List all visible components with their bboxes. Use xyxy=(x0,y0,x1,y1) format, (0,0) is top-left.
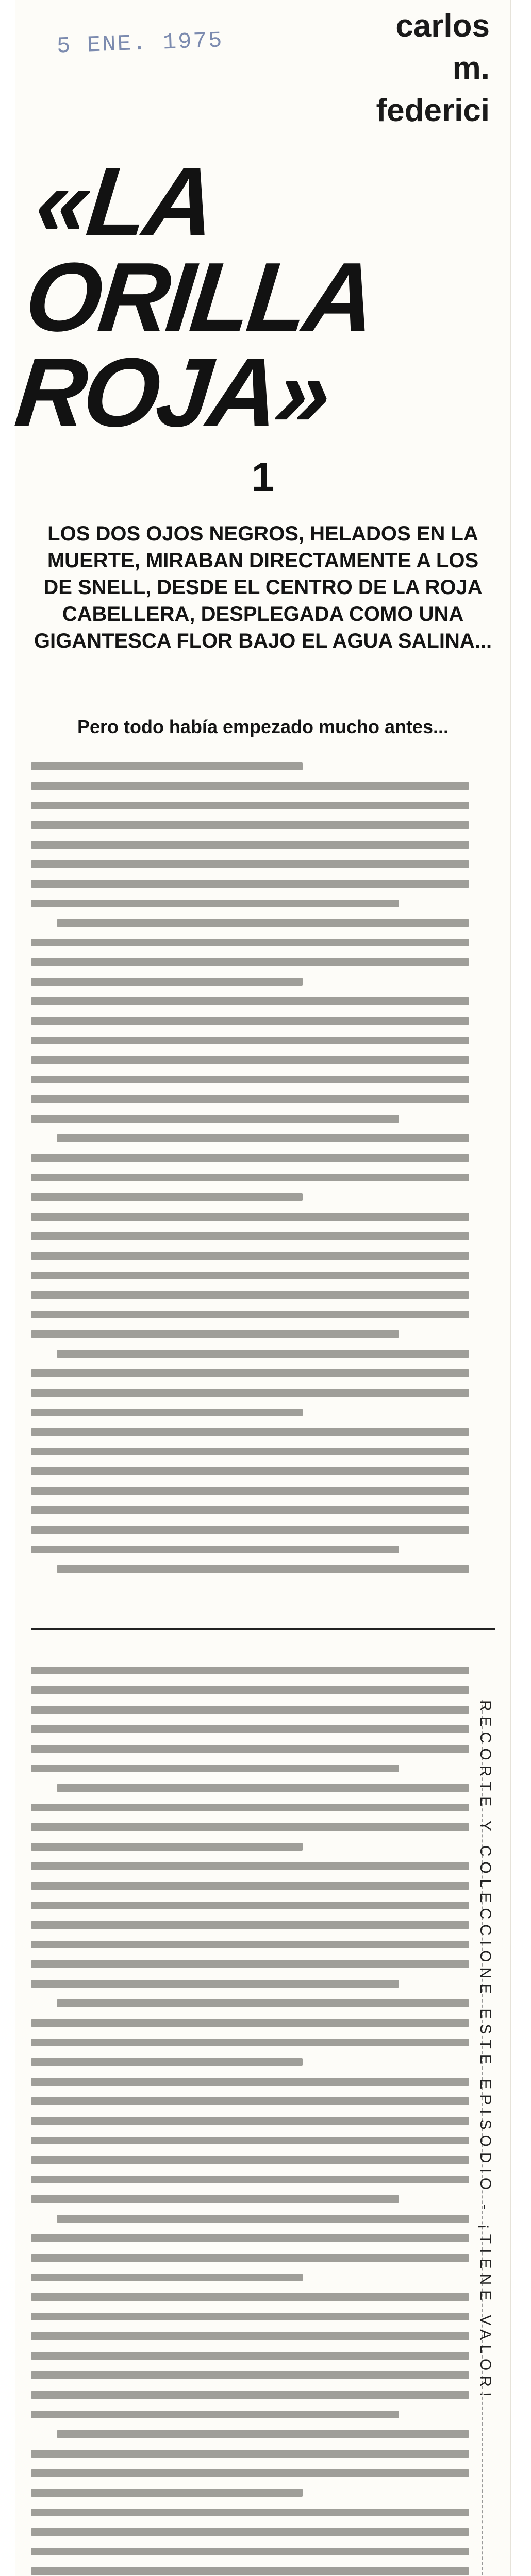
body-text-lines xyxy=(31,1667,469,2576)
text-line xyxy=(31,1745,469,1753)
section-divider xyxy=(31,1628,495,1630)
text-line xyxy=(31,782,469,790)
text-line xyxy=(31,2058,303,2066)
text-line xyxy=(31,958,469,966)
text-line xyxy=(31,1095,469,1103)
text-line xyxy=(31,2313,469,2320)
body-text-part-2 xyxy=(31,1667,469,2576)
text-line xyxy=(31,1823,469,1831)
text-line xyxy=(31,1960,469,1968)
text-line xyxy=(31,762,303,770)
text-line xyxy=(31,2274,303,2281)
text-line xyxy=(31,1941,469,1948)
text-line xyxy=(31,2117,469,2125)
text-line xyxy=(31,2176,469,2183)
text-line xyxy=(31,880,469,888)
text-line xyxy=(57,919,469,927)
text-line xyxy=(31,2078,469,2086)
text-line xyxy=(57,1784,469,1792)
text-line xyxy=(57,2430,469,2438)
text-line xyxy=(57,2215,469,2223)
text-line xyxy=(31,1037,469,1044)
text-line xyxy=(31,2039,469,2046)
text-line xyxy=(31,1902,469,1909)
newspaper-clipping xyxy=(10,0,510,2576)
clip-and-save-sidebar xyxy=(468,1700,499,2576)
text-line xyxy=(31,900,399,907)
text-line xyxy=(31,2469,469,2477)
text-line xyxy=(31,1467,469,1475)
text-line xyxy=(31,1506,469,1514)
text-line xyxy=(31,1765,399,1772)
text-line xyxy=(31,2234,469,2242)
body-text-lines xyxy=(31,762,469,1592)
text-line xyxy=(31,2156,469,2164)
text-line xyxy=(31,1843,303,1851)
text-line xyxy=(31,821,469,829)
story-title xyxy=(10,147,495,447)
text-line xyxy=(31,1330,399,1338)
text-line xyxy=(31,1526,469,1534)
title-line-3: ROJA» xyxy=(10,338,334,447)
subheading: Pero todo había empezado mucho antes... xyxy=(77,716,449,737)
text-line xyxy=(31,2548,469,2555)
text-line xyxy=(31,1862,469,1870)
text-line xyxy=(31,1369,469,1377)
text-line xyxy=(31,2137,469,2144)
text-line xyxy=(57,1134,469,1142)
text-line xyxy=(31,997,469,1005)
text-line xyxy=(31,1232,469,1240)
text-line xyxy=(31,1174,469,1181)
text-line xyxy=(31,2391,469,2399)
text-line xyxy=(31,1882,469,1890)
text-line xyxy=(31,1428,469,1436)
text-line xyxy=(31,939,469,946)
text-line xyxy=(31,860,469,868)
text-line xyxy=(31,2509,469,2516)
text-line xyxy=(31,802,469,809)
text-line xyxy=(31,2097,469,2105)
text-line xyxy=(31,2195,399,2203)
text-line xyxy=(31,2567,469,2575)
text-line xyxy=(31,2411,399,2418)
author-last-name: federici xyxy=(376,93,490,128)
text-line xyxy=(57,1999,469,2007)
text-line xyxy=(31,1193,303,1201)
text-line xyxy=(31,1213,469,1221)
text-line xyxy=(31,2254,469,2262)
author-initial: m. xyxy=(452,50,490,86)
text-line xyxy=(31,2352,469,2360)
text-line xyxy=(31,2371,469,2379)
sidebar-note: RECORTE Y COLECCIONE ESTE EPISODIO - ¡TIENE VALOR! xyxy=(477,1700,494,2402)
text-line xyxy=(31,2528,469,2536)
text-line xyxy=(31,1706,469,1714)
text-line xyxy=(31,1017,469,1025)
text-line xyxy=(31,1154,469,1162)
text-line xyxy=(31,1056,469,1064)
text-line xyxy=(31,2293,469,2301)
text-line xyxy=(31,1921,469,1929)
text-line xyxy=(31,1804,469,1811)
title-line-1: «LA xyxy=(30,147,218,257)
text-line xyxy=(31,1725,469,1733)
text-line xyxy=(31,841,469,849)
text-line xyxy=(57,1565,469,1573)
lead-paragraph: LOS DOS OJOS NEGROS, HELADOS EN LA MUERTE, MIRABAN DIRECTAMENTE A LOS DE SNELL, DESDE EL CENTRO DE LA ROJA CABELLERA, DESPLEGADA COMO UNA GIGANTESCA FLOR BAJO EL AGUA SALINA... xyxy=(34,522,492,652)
text-line xyxy=(31,1389,469,1397)
text-line xyxy=(31,1272,469,1279)
text-line xyxy=(31,1409,303,1416)
text-line xyxy=(31,1252,469,1260)
text-line xyxy=(31,1448,469,1455)
title-line-2: ORILLA xyxy=(20,243,378,352)
text-line xyxy=(31,1487,469,1495)
text-line xyxy=(31,1115,399,1123)
text-line xyxy=(57,1350,469,1358)
text-line xyxy=(31,978,303,986)
text-line xyxy=(31,1980,399,1988)
body-text-part-1 xyxy=(31,762,469,1592)
text-line xyxy=(31,2489,303,2497)
text-line xyxy=(31,1686,469,1694)
chapter-number: 1 xyxy=(251,454,275,500)
author-byline xyxy=(335,5,490,132)
text-line xyxy=(31,1311,469,1318)
text-line xyxy=(31,2450,469,2458)
author-first-name: carlos xyxy=(395,8,490,44)
date-stamp: 5 ENE. 1975 xyxy=(56,28,224,60)
text-line xyxy=(31,2332,469,2340)
text-line xyxy=(31,1546,399,1553)
text-line xyxy=(31,1291,469,1299)
text-line xyxy=(31,1667,469,1674)
text-line xyxy=(31,1076,469,1083)
text-line xyxy=(31,2019,469,2027)
